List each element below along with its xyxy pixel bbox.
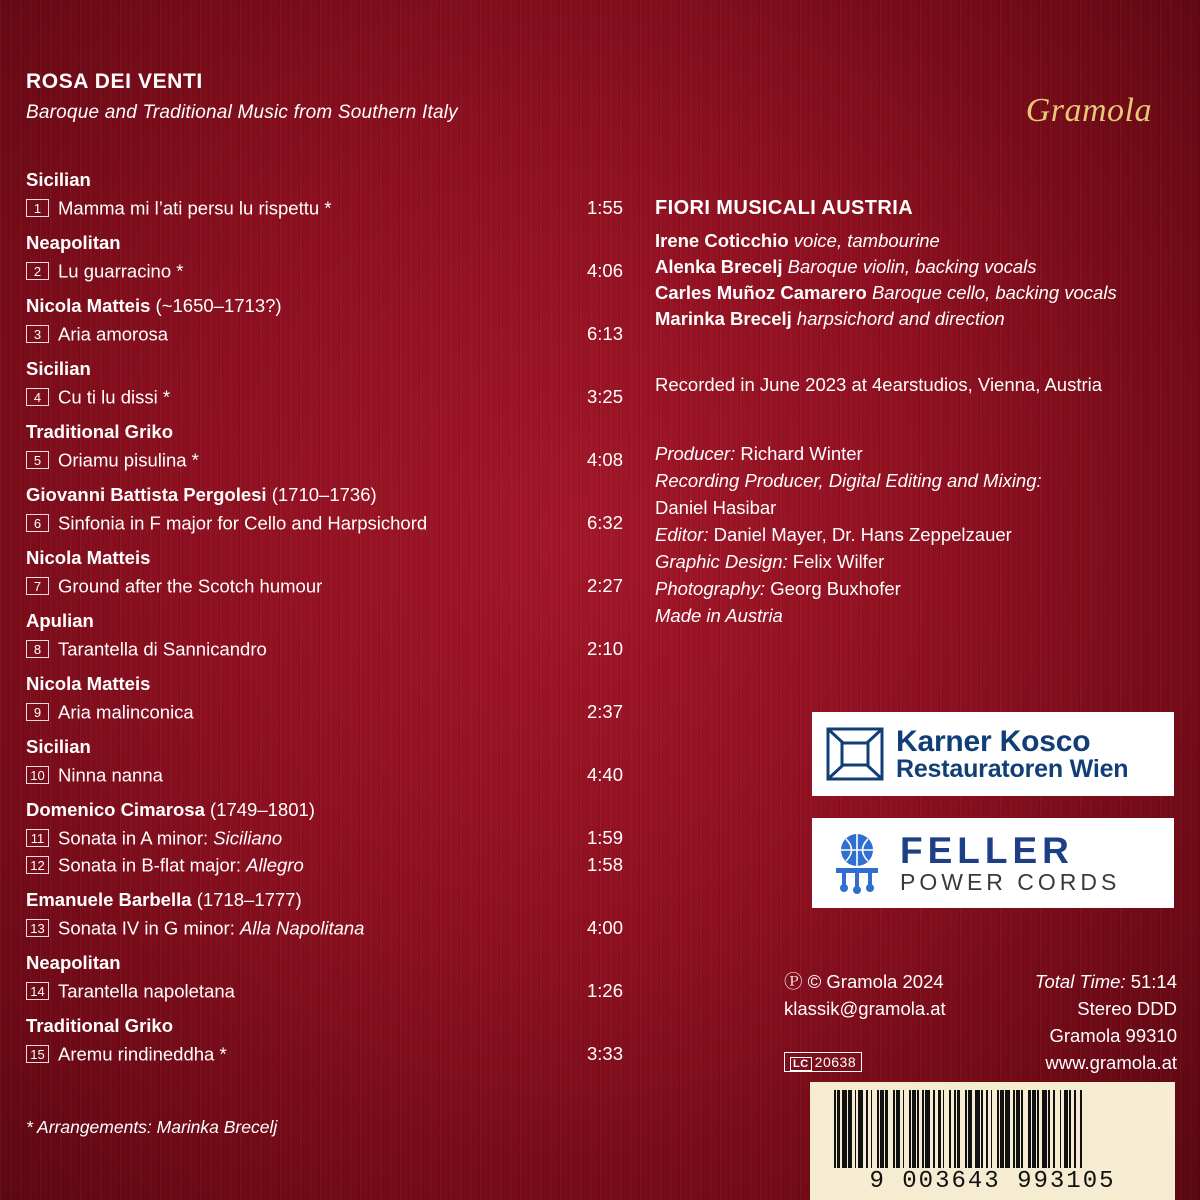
website[interactable]: www.gramola.at <box>1045 1052 1177 1073</box>
credit-line <box>655 467 1185 494</box>
track-group-name: Nicola Matteis <box>26 673 151 694</box>
credit-label: Photography: <box>655 578 766 599</box>
feller-line1: FELLER <box>900 829 1074 871</box>
track-duration: 4:08 <box>586 449 623 470</box>
track-duration: 2:27 <box>586 575 623 596</box>
track-group-years: (1710–1736) <box>271 484 377 505</box>
performers-list <box>655 228 1200 332</box>
credit-line <box>655 575 1185 602</box>
credit-label: Editor: <box>655 524 709 545</box>
track-group <box>26 736 626 788</box>
credit-line <box>655 548 1185 575</box>
track-title-text: Ground after the Scotch humour <box>58 575 323 597</box>
email-line[interactable]: klassik@gramola.at <box>784 998 946 1019</box>
track-row <box>26 572 626 599</box>
track-group-years: (1718–1777) <box>196 889 302 910</box>
track-row <box>26 914 626 941</box>
karner-kosco-line2: Restauratoren Wien <box>896 754 1129 783</box>
track-title <box>58 917 364 938</box>
sponsor-logo-karner-kosco <box>812 712 1174 796</box>
track-title-movement: Allegro <box>246 854 304 876</box>
track-group <box>26 232 626 284</box>
track-title <box>58 323 168 344</box>
track-row <box>26 851 626 878</box>
track-title <box>58 260 183 281</box>
track-group-heading <box>26 295 626 317</box>
gramola-logo: Gramola <box>1025 92 1152 129</box>
track-group-name: Sicilian <box>26 169 91 190</box>
track-title <box>58 827 282 848</box>
label-code-badge <box>784 1052 862 1072</box>
credit-label: Recording Producer, Digital Editing and Mixing: <box>655 470 1042 491</box>
track-number: 10 <box>26 766 49 784</box>
track-title <box>58 764 163 785</box>
performer-row <box>655 254 1200 280</box>
track-group <box>26 484 626 536</box>
karner-kosco-text <box>896 724 1129 783</box>
track-number: 7 <box>26 577 49 595</box>
performer-name: Alenka Brecelj <box>655 256 783 277</box>
track-duration: 4:00 <box>586 917 623 938</box>
lc-prefix: LC <box>790 1057 812 1071</box>
credit-value: Felix Wilfer <box>792 551 885 572</box>
track-title <box>58 638 267 659</box>
karner-kosco-line1: Karner Kosco <box>896 724 1091 758</box>
track-title-movement: Alla Napolitana <box>240 917 365 939</box>
credit-value: Daniel Mayer, Dr. Hans Zeppelzauer <box>713 524 1012 545</box>
track-title <box>58 980 235 1001</box>
track-number: 15 <box>26 1045 49 1063</box>
track-title-text: Sonata in B-flat major: <box>58 854 247 876</box>
track-group-heading <box>26 736 626 758</box>
track-row <box>26 761 626 788</box>
track-group <box>26 610 626 662</box>
barcode-bars <box>834 1090 1154 1168</box>
credit-line <box>655 494 1185 521</box>
track-duration: 6:32 <box>586 512 623 533</box>
track-title-text: Tarantella napoletana <box>58 980 235 1002</box>
track-title-movement: Siciliano <box>213 827 283 849</box>
karner-kosco-mark-icon <box>824 723 886 785</box>
total-time-line <box>1012 968 1177 995</box>
track-group-name: Neapolitan <box>26 232 121 253</box>
credit-line <box>655 521 1185 548</box>
track-row <box>26 824 626 851</box>
track-title <box>58 854 304 875</box>
performer-role: Baroque violin, backing vocals <box>787 256 1037 277</box>
catalog-number: Gramola 99310 <box>1049 1025 1177 1046</box>
track-duration: 6:13 <box>586 323 623 344</box>
track-duration: 2:10 <box>586 638 623 659</box>
track-title <box>58 449 199 470</box>
copyright-block <box>784 968 946 1022</box>
track-duration: 1:55 <box>586 197 623 218</box>
track-number: 12 <box>26 856 49 874</box>
track-number: 8 <box>26 640 49 658</box>
performer-name: Irene Coticchio <box>655 230 789 251</box>
track-number: 14 <box>26 982 49 1000</box>
album-subtitle: Baroque and Traditional Music from Southern Italy <box>26 102 458 123</box>
track-title-text: Aria amorosa <box>58 323 169 345</box>
track-group-heading <box>26 421 626 443</box>
track-duration: 2:37 <box>586 701 623 722</box>
track-title-text: Ninna nanna <box>58 764 163 786</box>
credit-value: Richard Winter <box>740 443 863 464</box>
track-title-text: Oriamu pisulina * <box>58 449 199 471</box>
track-row <box>26 446 626 473</box>
track-group-name: Traditional Griko <box>26 421 173 442</box>
track-group-heading <box>26 232 626 254</box>
track-number: 2 <box>26 262 49 280</box>
track-row <box>26 383 626 410</box>
credits-list <box>655 440 1185 629</box>
track-group-name: Emanuele Barbella <box>26 889 192 910</box>
track-group-heading <box>26 484 626 506</box>
track-row <box>26 1040 626 1067</box>
credit-line <box>655 440 1185 467</box>
credit-label: Made in Austria <box>655 605 783 626</box>
credit-label: Graphic Design: <box>655 551 788 572</box>
track-number: 5 <box>26 451 49 469</box>
performer-name: Carles Muñoz Camarero <box>655 282 867 303</box>
track-duration: 1:26 <box>586 980 623 1001</box>
track-row <box>26 194 626 221</box>
track-number: 4 <box>26 388 49 406</box>
arrangements-footnote: * Arrangements: Marinka Brecelj <box>26 1117 278 1137</box>
track-duration: 4:06 <box>586 260 623 281</box>
track-title <box>58 701 194 722</box>
feller-globe-icon <box>822 828 892 898</box>
performer-row <box>655 280 1200 306</box>
tracklist <box>26 158 626 1069</box>
track-group-years: (~1650–1713?) <box>155 295 282 316</box>
track-duration: 1:59 <box>586 827 623 848</box>
performer-role: Baroque cello, backing vocals <box>871 282 1117 303</box>
track-number: 13 <box>26 919 49 937</box>
track-row <box>26 698 626 725</box>
barcode-digits: 9 003643 993105 <box>869 1168 1116 1195</box>
total-time-value: 51:14 <box>1130 971 1177 992</box>
performer-row <box>655 306 1200 332</box>
performer-role: voice, tambourine <box>793 230 940 251</box>
track-group-name: Nicola Matteis <box>26 295 151 316</box>
track-title-text: Cu ti lu dissi * <box>58 386 171 408</box>
track-row <box>26 977 626 1004</box>
track-group <box>26 358 626 410</box>
track-group-heading <box>26 952 626 974</box>
ensemble-name: FIORI MUSICALI AUSTRIA <box>655 197 914 219</box>
track-number: 3 <box>26 325 49 343</box>
track-group-heading <box>26 610 626 632</box>
track-group-name: Apulian <box>26 610 94 631</box>
track-title-text: Lu guarracino * <box>58 260 184 282</box>
track-row <box>26 635 626 662</box>
track-title <box>58 197 331 218</box>
performer-role: harpsichord and direction <box>796 308 1005 329</box>
track-group-years: (1749–1801) <box>210 799 315 820</box>
track-title-text: Sonata IV in G minor: <box>58 917 241 939</box>
track-duration: 1:58 <box>586 854 623 875</box>
barcode <box>810 1082 1175 1200</box>
track-group-name: Neapolitan <box>26 952 121 973</box>
track-title-text: Aremu rindineddha * <box>58 1043 227 1065</box>
track-group-name: Sicilian <box>26 736 91 757</box>
track-duration: 4:40 <box>586 764 623 785</box>
feller-line2: POWER CORDS <box>900 869 1121 896</box>
track-number: 6 <box>26 514 49 532</box>
recording-info: Recorded in June 2023 at 4earstudios, Vienna, Austria <box>655 374 1103 395</box>
track-duration: 3:33 <box>586 1043 623 1064</box>
track-row <box>26 320 626 347</box>
performer-row <box>655 228 1200 254</box>
track-number: 11 <box>26 829 49 847</box>
track-group <box>26 799 626 878</box>
track-title <box>58 575 322 596</box>
total-time-label: Total Time: <box>1034 971 1126 992</box>
track-group-heading <box>26 1015 626 1037</box>
track-number: 9 <box>26 703 49 721</box>
track-group-heading <box>26 673 626 695</box>
lc-code: 20638 <box>814 1054 857 1070</box>
track-title <box>58 386 170 407</box>
track-group <box>26 952 626 1004</box>
track-title <box>58 1043 227 1064</box>
credit-value: Daniel Hasibar <box>655 497 777 518</box>
track-group-name: Traditional Griko <box>26 1015 173 1036</box>
credit-value: Georg Buxhofer <box>770 578 901 599</box>
track-duration: 3:25 <box>586 386 623 407</box>
track-group-heading <box>26 799 626 821</box>
track-group <box>26 889 626 941</box>
track-title <box>58 512 427 533</box>
track-group <box>26 421 626 473</box>
performer-name: Marinka Brecelj <box>655 308 792 329</box>
feller-text <box>900 829 1121 896</box>
track-group-name: Sicilian <box>26 358 91 379</box>
credit-line <box>655 602 1185 629</box>
copyright-line: Ⓟ © Gramola 2024 <box>784 971 944 992</box>
track-group <box>26 169 626 221</box>
track-group-heading <box>26 169 626 191</box>
track-group-name: Domenico Cimarosa <box>26 799 205 820</box>
track-group <box>26 547 626 599</box>
track-title-text: Sonata in A minor: <box>58 827 214 849</box>
track-row <box>26 509 626 536</box>
track-title-text: Tarantella di Sannicandro <box>58 638 267 660</box>
track-group-name: Nicola Matteis <box>26 547 151 568</box>
track-number: 1 <box>26 199 49 217</box>
track-title-text: Sinfonia in F major for Cello and Harpsichord <box>58 512 428 534</box>
track-group-heading <box>26 358 626 380</box>
track-group <box>26 673 626 725</box>
track-group-heading <box>26 547 626 569</box>
track-group-name: Giovanni Battista Pergolesi <box>26 484 267 505</box>
album-title: ROSA DEI VENTI <box>26 70 203 93</box>
track-title-text: Aria malinconica <box>58 701 194 723</box>
credit-label: Producer: <box>655 443 736 464</box>
track-group <box>26 295 626 347</box>
track-title-text: Mamma mi l’ati persu lu rispettu * <box>58 197 332 219</box>
track-group <box>26 1015 626 1067</box>
sponsor-logo-feller <box>812 818 1174 908</box>
track-row <box>26 257 626 284</box>
technical-info-block <box>1012 968 1177 1076</box>
audio-format: Stereo DDD <box>1077 998 1177 1019</box>
track-group-heading <box>26 889 626 911</box>
